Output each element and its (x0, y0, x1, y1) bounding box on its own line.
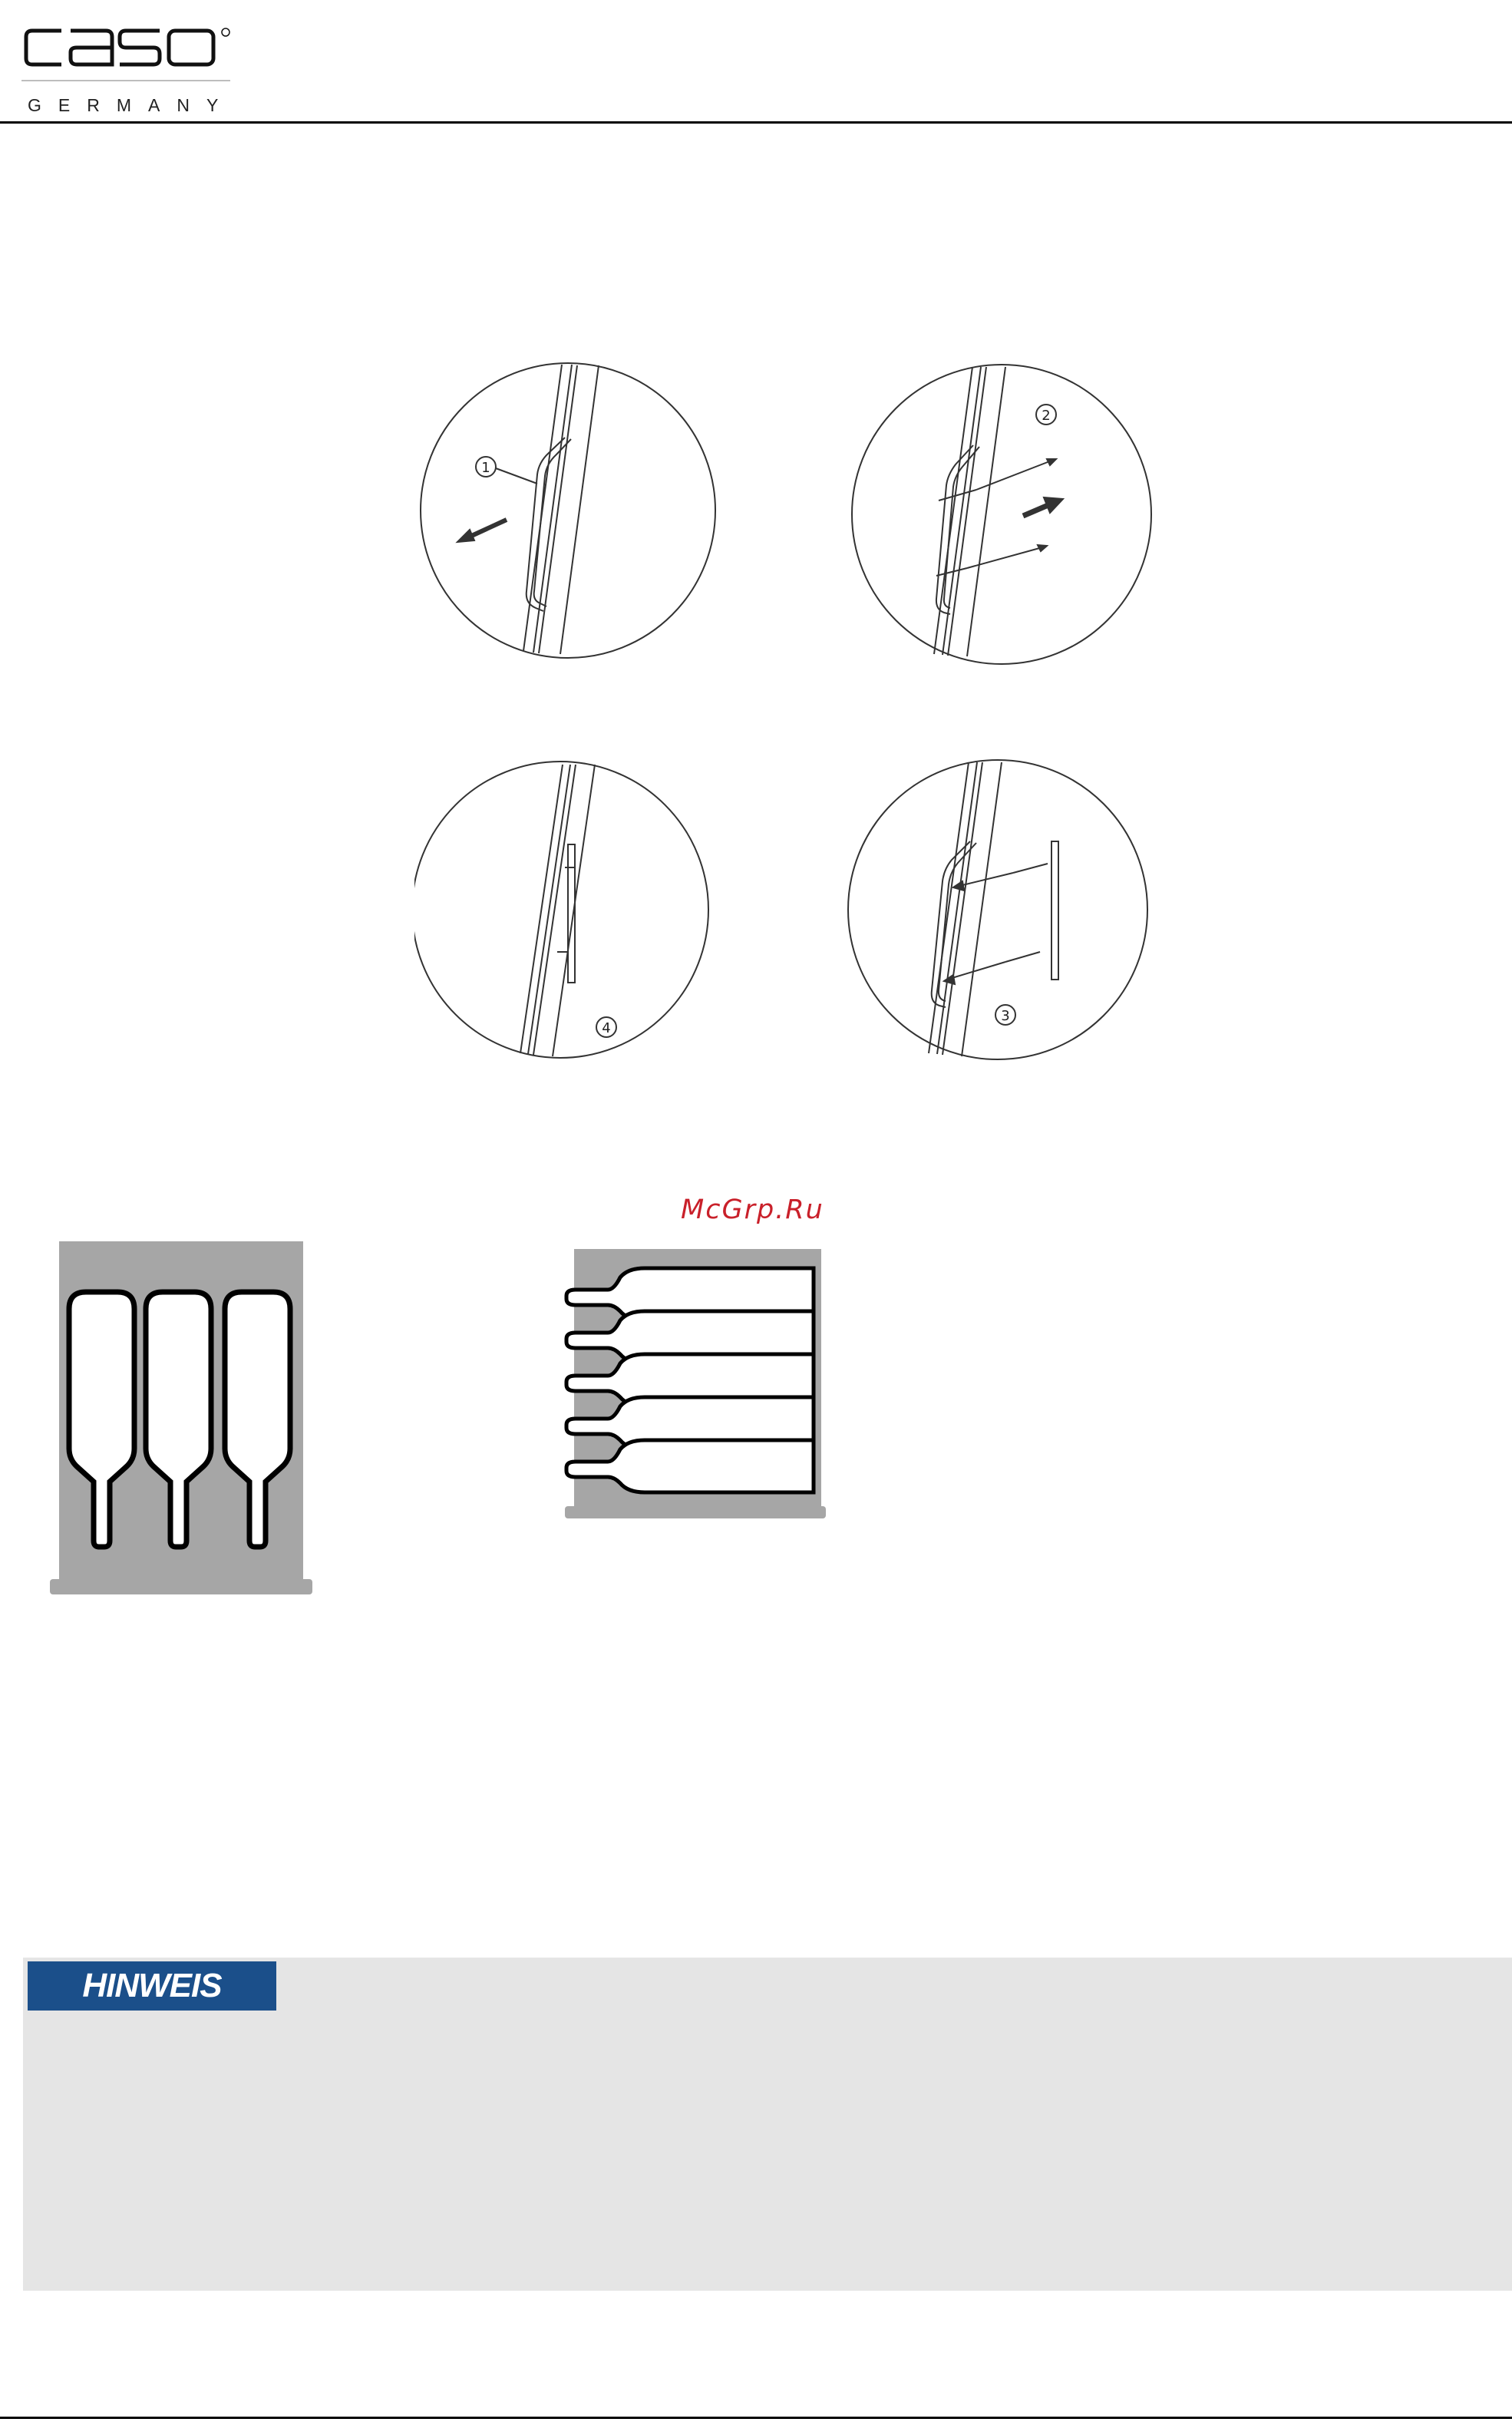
step-1-label: 1 (481, 460, 490, 476)
logo-wordmark-graphic (21, 26, 236, 69)
step-1-panel (421, 363, 715, 658)
step-3-label: 3 (1001, 1008, 1010, 1024)
upright-storage-illustration (48, 1237, 316, 1602)
step-4-panel (414, 762, 708, 1058)
step-2-label: 2 (1042, 408, 1051, 424)
step-2-panel (852, 365, 1151, 664)
lying-storage-illustration (560, 1245, 829, 1523)
logo-country-text: GERMANY (28, 95, 236, 115)
footer-rule (0, 2417, 1512, 2419)
header-rule (0, 121, 1512, 124)
note-badge: HINWEIS (28, 1961, 276, 2011)
step-3-panel (848, 760, 1147, 1059)
door-handle-diagram (414, 338, 1182, 1075)
watermark-text: McGrp.Ru (681, 1194, 824, 1225)
logo-divider (21, 80, 230, 81)
step-4-label: 4 (602, 1020, 611, 1036)
